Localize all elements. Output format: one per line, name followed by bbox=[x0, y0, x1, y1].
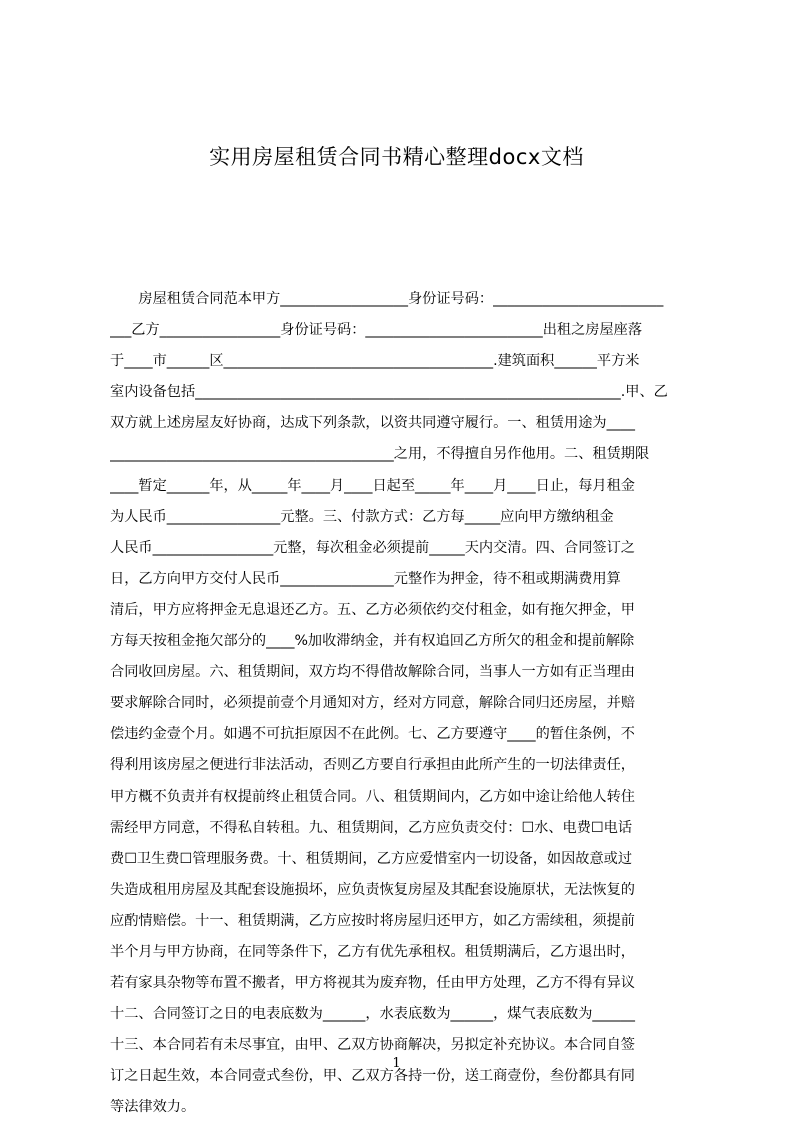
text-line: 于____市______区______________________________________.建筑面积______平方米 bbox=[110, 353, 640, 370]
text-line: 十三、本合同若有未尽事宜，由甲、乙双方协商解决，另拟定补充协议。本合同自签 bbox=[110, 1037, 635, 1054]
text-line: 费☐卫生费☐管理服务费。十、租赁期间，乙方应爱惜室内一切设备，如因故意或过 bbox=[110, 850, 633, 867]
text-line: 应酌情赔偿。十一、租赁期满，乙方应按时将房屋归还甲方，如乙方需续租，须提前 bbox=[110, 912, 635, 929]
text-line: 为人民币________________元整。三、付款方式：乙方每_____应向甲方缴纳租金 bbox=[110, 508, 614, 525]
text-line: 日，乙方向甲方交付人民币________________元整作为押金，待不租或期满费用算 bbox=[110, 570, 621, 587]
text-line: 需经甲方同意，不得私自转租。九、租赁期间，乙方应负责交付：☐水、电费☐电话 bbox=[110, 819, 633, 836]
document-title: 实用房屋租赁合同书精心整理docx文档 bbox=[209, 145, 584, 169]
text-line: 人民币_________________元整，每次租金必须提前_____天内交清。四、合同签订之 bbox=[110, 539, 635, 556]
page-number: 1 bbox=[392, 1056, 401, 1071]
text-line: 半个月与甲方协商，在同等条件下，乙方有优先承租权。租赁期满后，乙方退出时， bbox=[110, 943, 635, 960]
text-line: 室内设备包括____________________________________________________________.甲、乙 bbox=[110, 384, 668, 401]
text-line: 方每天按租金拖欠部分的____%加收滞纳金，并有权追回乙方所欠的租金和提前解除 bbox=[110, 633, 635, 650]
text-line: 要求解除合同时，必须提前壹个月通知对方，经对方同意，解除合同归还房屋，并赔 bbox=[110, 695, 635, 712]
text-line: 甲方概不负责并有权提前终止租赁合同。八、租赁期间内，乙方如中途让给他人转住 bbox=[110, 788, 635, 805]
text-line: 等法律效力。 bbox=[110, 1099, 196, 1116]
text-line: 若有家具杂物等布置不搬者，甲方将视其为废弃物，任由甲方处理，乙方不得有异议 bbox=[110, 975, 635, 992]
text-line: ________________________________________之用，不得擅自另作他用。二、租赁期限 bbox=[110, 446, 650, 463]
text-line: 清后，甲方应将押金无息退还乙方。五、乙方必须依约交付租金，如有拖欠押金，甲 bbox=[110, 601, 635, 618]
text-line: 房屋租赁合同范本甲方__________________身份证号码：________________________ bbox=[110, 291, 664, 307]
text-line: 得利用该房屋之便进行非法活动，否则乙方要自行承担由此所产生的一切法律责任， bbox=[110, 757, 635, 774]
text-line: 订之日起生效，本合同壹式叁份，甲、乙双方各持一份，送工商壹份，叁份都具有同 bbox=[110, 1068, 635, 1085]
text-line: 十二、合同签订之日的电表底数为______，水表底数为______，煤气表底数为______ bbox=[110, 1006, 635, 1023]
text-line: ___乙方_________________身份证号码：_________________________出租之房屋座落 bbox=[110, 322, 643, 339]
text-line: 失造成租用房屋及其配套设施损坏，应负责恢复房屋及其配套设施原状，无法恢复的 bbox=[110, 881, 635, 898]
text-line: 双方就上述房屋友好协商，达成下列条款，以资共同遵守履行。一、租赁用途为____ bbox=[110, 415, 635, 432]
text-line: 合同收回房屋。六、租赁期间，双方均不得借故解除合同，当事人一方如有正当理由 bbox=[110, 664, 635, 681]
text-line: ____暂定______年，从_____年____月____日起至_____年____月____日止，每月租金 bbox=[110, 477, 635, 494]
contract-body bbox=[110, 287, 698, 1127]
text-line: 偿违约金壹个月。如遇不可抗拒原因不在此例。七、乙方要遵守____的暂住条例，不 bbox=[110, 726, 635, 743]
